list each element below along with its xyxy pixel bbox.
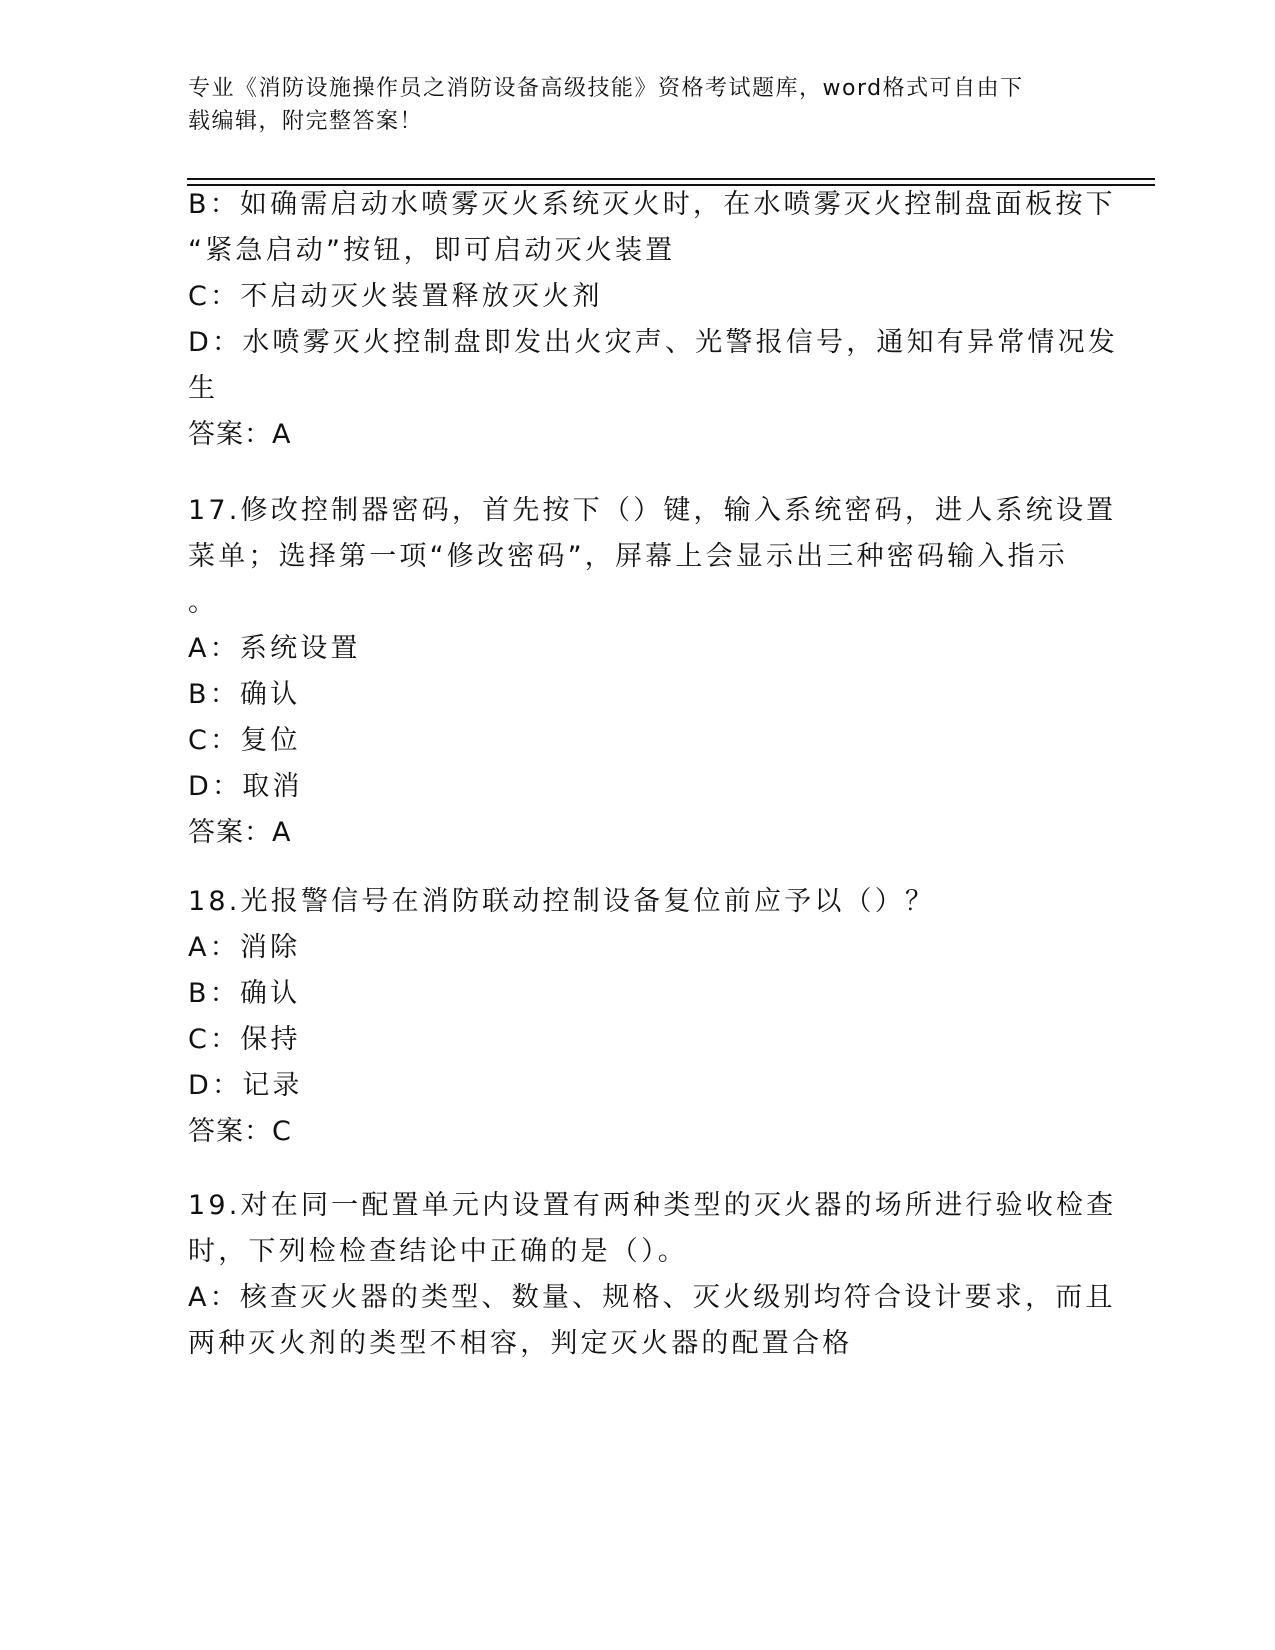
q18-option-d: D：记录 (188, 1070, 303, 1101)
q18-option-c: C：保持 (188, 1024, 301, 1055)
q18-option-b: B：确认 (188, 978, 301, 1009)
q16-option-b-line-1: B：如确需启动水喷雾灭火系统灭火时，在水喷雾灭火控制盘面板按下 (188, 189, 1116, 220)
q16-answer: 答案：A (188, 419, 292, 450)
header-line-2: 载编辑，附完整答案！ (188, 109, 424, 134)
q17-stem-line-3: 。 (188, 587, 219, 618)
q17-answer: 答案：A (188, 817, 292, 848)
q17-option-a: A：系统设置 (188, 633, 361, 664)
header-divider-top (187, 178, 1155, 180)
question-16-continued (188, 182, 1118, 458)
q19-option-a-line-2: 两种灭火剂的类型不相容，判定灭火器的配置合格 (188, 1328, 853, 1359)
q19-option-a-line-1: A：核查灭火器的类型、数量、规格、灭火级别均符合设计要求，而且 (188, 1282, 1116, 1313)
q19-stem-line-2: 时，下列检检查结论中正确的是（）。 (188, 1236, 688, 1267)
q16-option-d-line-1: D：水喷雾灭火控制盘即发出火灾声、光警报信号，通知有异常情况发 (188, 327, 1118, 358)
header-line-1: 专业《消防设施操作员之消防设备高级技能》资格考试题库，word格式可自由下 (188, 76, 1024, 101)
q18-answer: 答案：C (188, 1116, 292, 1147)
q17-option-d: D：取消 (188, 771, 303, 802)
q16-option-b-line-2: “紧急启动”按钮，即可启动灭火装置 (188, 235, 676, 266)
q16-option-d-line-2: 生 (188, 373, 219, 404)
document-header (188, 72, 1088, 138)
question-17 (188, 488, 1117, 856)
q17-stem-line-1: 17.修改控制器密码，首先按下（）键，输入系统密码，进人系统设置 (188, 495, 1117, 526)
question-18 (188, 879, 1088, 1155)
q18-stem: 18.光报警信号在消防联动控制设备复位前应予以（）？ (188, 886, 936, 917)
q18-option-a: A：消除 (188, 932, 301, 963)
q17-option-c: C：复位 (188, 725, 301, 756)
q17-stem-line-2: 菜单；选择第一项“修改密码”，屏幕上会显示出三种密码输入指示 (188, 541, 1068, 572)
q19-stem-line-1: 19.对在同一配置单元内设置有两种类型的灭火器的场所进行验收检查 (188, 1190, 1117, 1221)
question-19 (188, 1183, 1117, 1367)
q16-option-c: C：不启动灭火装置释放灭火剂 (188, 281, 603, 312)
q17-option-b: B：确认 (188, 679, 301, 710)
